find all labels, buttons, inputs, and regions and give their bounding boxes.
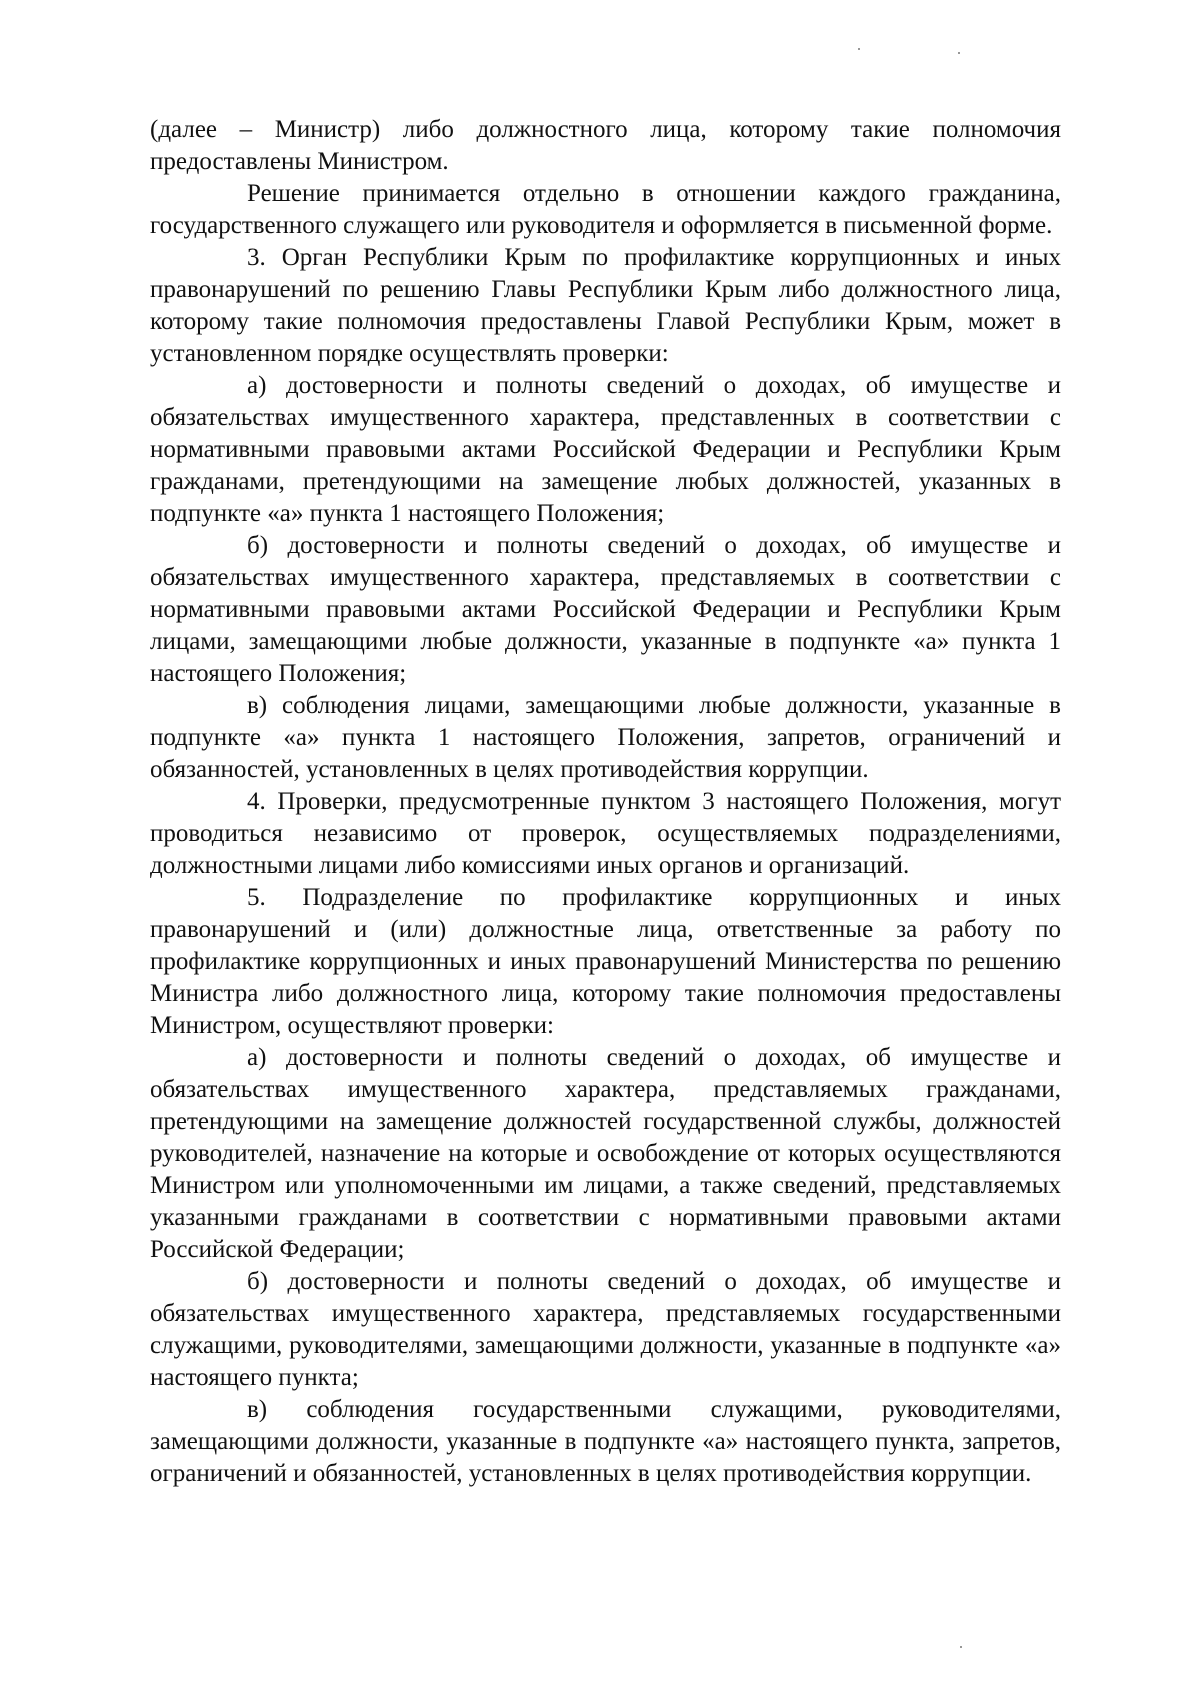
paragraph-item-3: 3. Орган Республики Крым по профилактике коррупционных и иных правонарушений по решению Главы Республики Крым либо должностного лица, которому такие полномочия предоставлены Главой Республики Крым, может в установленном порядке осуществлять проверки: <box>150 244 1061 367</box>
paragraph-item-3v: в) соблюдения лицами, замещающими любые должности, указанные в подпункте «а» пункта 1 настоящего Положения, запретов, ограничений и обязанностей, установленных в целях противодействия коррупции. <box>150 692 1061 783</box>
scan-speck <box>858 48 860 50</box>
scan-speck <box>960 1646 962 1648</box>
paragraph-item-3a: а) достоверности и полноты сведений о доходах, об имуществе и обязательствах имущественного характера, представленных в соответствии с нормативными правовыми актами Российской Федерации и Республики Крым гражданами, претендующими на замещение любых должностей, указанных в подпункте «а» пункта 1 настоящего Положения; <box>150 372 1061 527</box>
paragraph-item-3b: б) достоверности и полноты сведений о доходах, об имуществе и обязательствах имущественного характера, представляемых в соответствии с нормативными правовыми актами Российской Федерации и Республики Крым лицами, замещающими любые должности, указанные в подпункте «а» пункта 1 настоящего Положения; <box>150 532 1061 687</box>
paragraph-item-5: 5. Подразделение по профилактике коррупционных и иных правонарушений и (или) должностные лица, ответственные за работу по профилактике коррупционных и иных правонарушений Министерства по решению Министра либо должностного лица, которому такие полномочия предоставлены Министром, осуществляют проверки: <box>150 884 1061 1039</box>
paragraph-item-5a: а) достоверности и полноты сведений о доходах, об имуществе и обязательствах имущественного характера, представляемых гражданами, претендующими на замещение должностей государственной службы, должностей руководителей, назначение на которые и освобождение от которых осуществляются Министром или уполномоченными им лицами, а также сведений, представляемых указанными гражданами в соответствии с нормативными правовыми актами Российской Федерации; <box>150 1044 1061 1263</box>
paragraph-item-4: 4. Проверки, предусмотренные пунктом 3 настоящего Положения, могут проводиться независимо от проверок, осуществляемых подразделениями, должностными лицами либо комиссиями иных органов и организаций. <box>150 788 1061 879</box>
paragraph-decision: Решение принимается отдельно в отношении каждого гражданина, государственного служащего или руководителя и оформляется в письменной форме. <box>150 180 1061 239</box>
scan-speck <box>958 52 960 54</box>
paragraph-item-5b: б) достоверности и полноты сведений о доходах, об имуществе и обязательствах имущественного характера, представляемых государственными служащими, руководителями, замещающими должности, указанные в подпункте «а» настоящего пункта; <box>150 1268 1061 1391</box>
document-page <box>150 114 1061 1490</box>
paragraph-continuation: (далее – Министр) либо должностного лица, которому такие полномочия предоставлены Министром. <box>150 116 1061 175</box>
paragraph-item-5v: в) соблюдения государственными служащими, руководителями, замещающими должности, указанные в подпункте «а» настоящего пункта, запретов, ограничений и обязанностей, установленных в целях противодействия коррупции. <box>150 1396 1061 1487</box>
